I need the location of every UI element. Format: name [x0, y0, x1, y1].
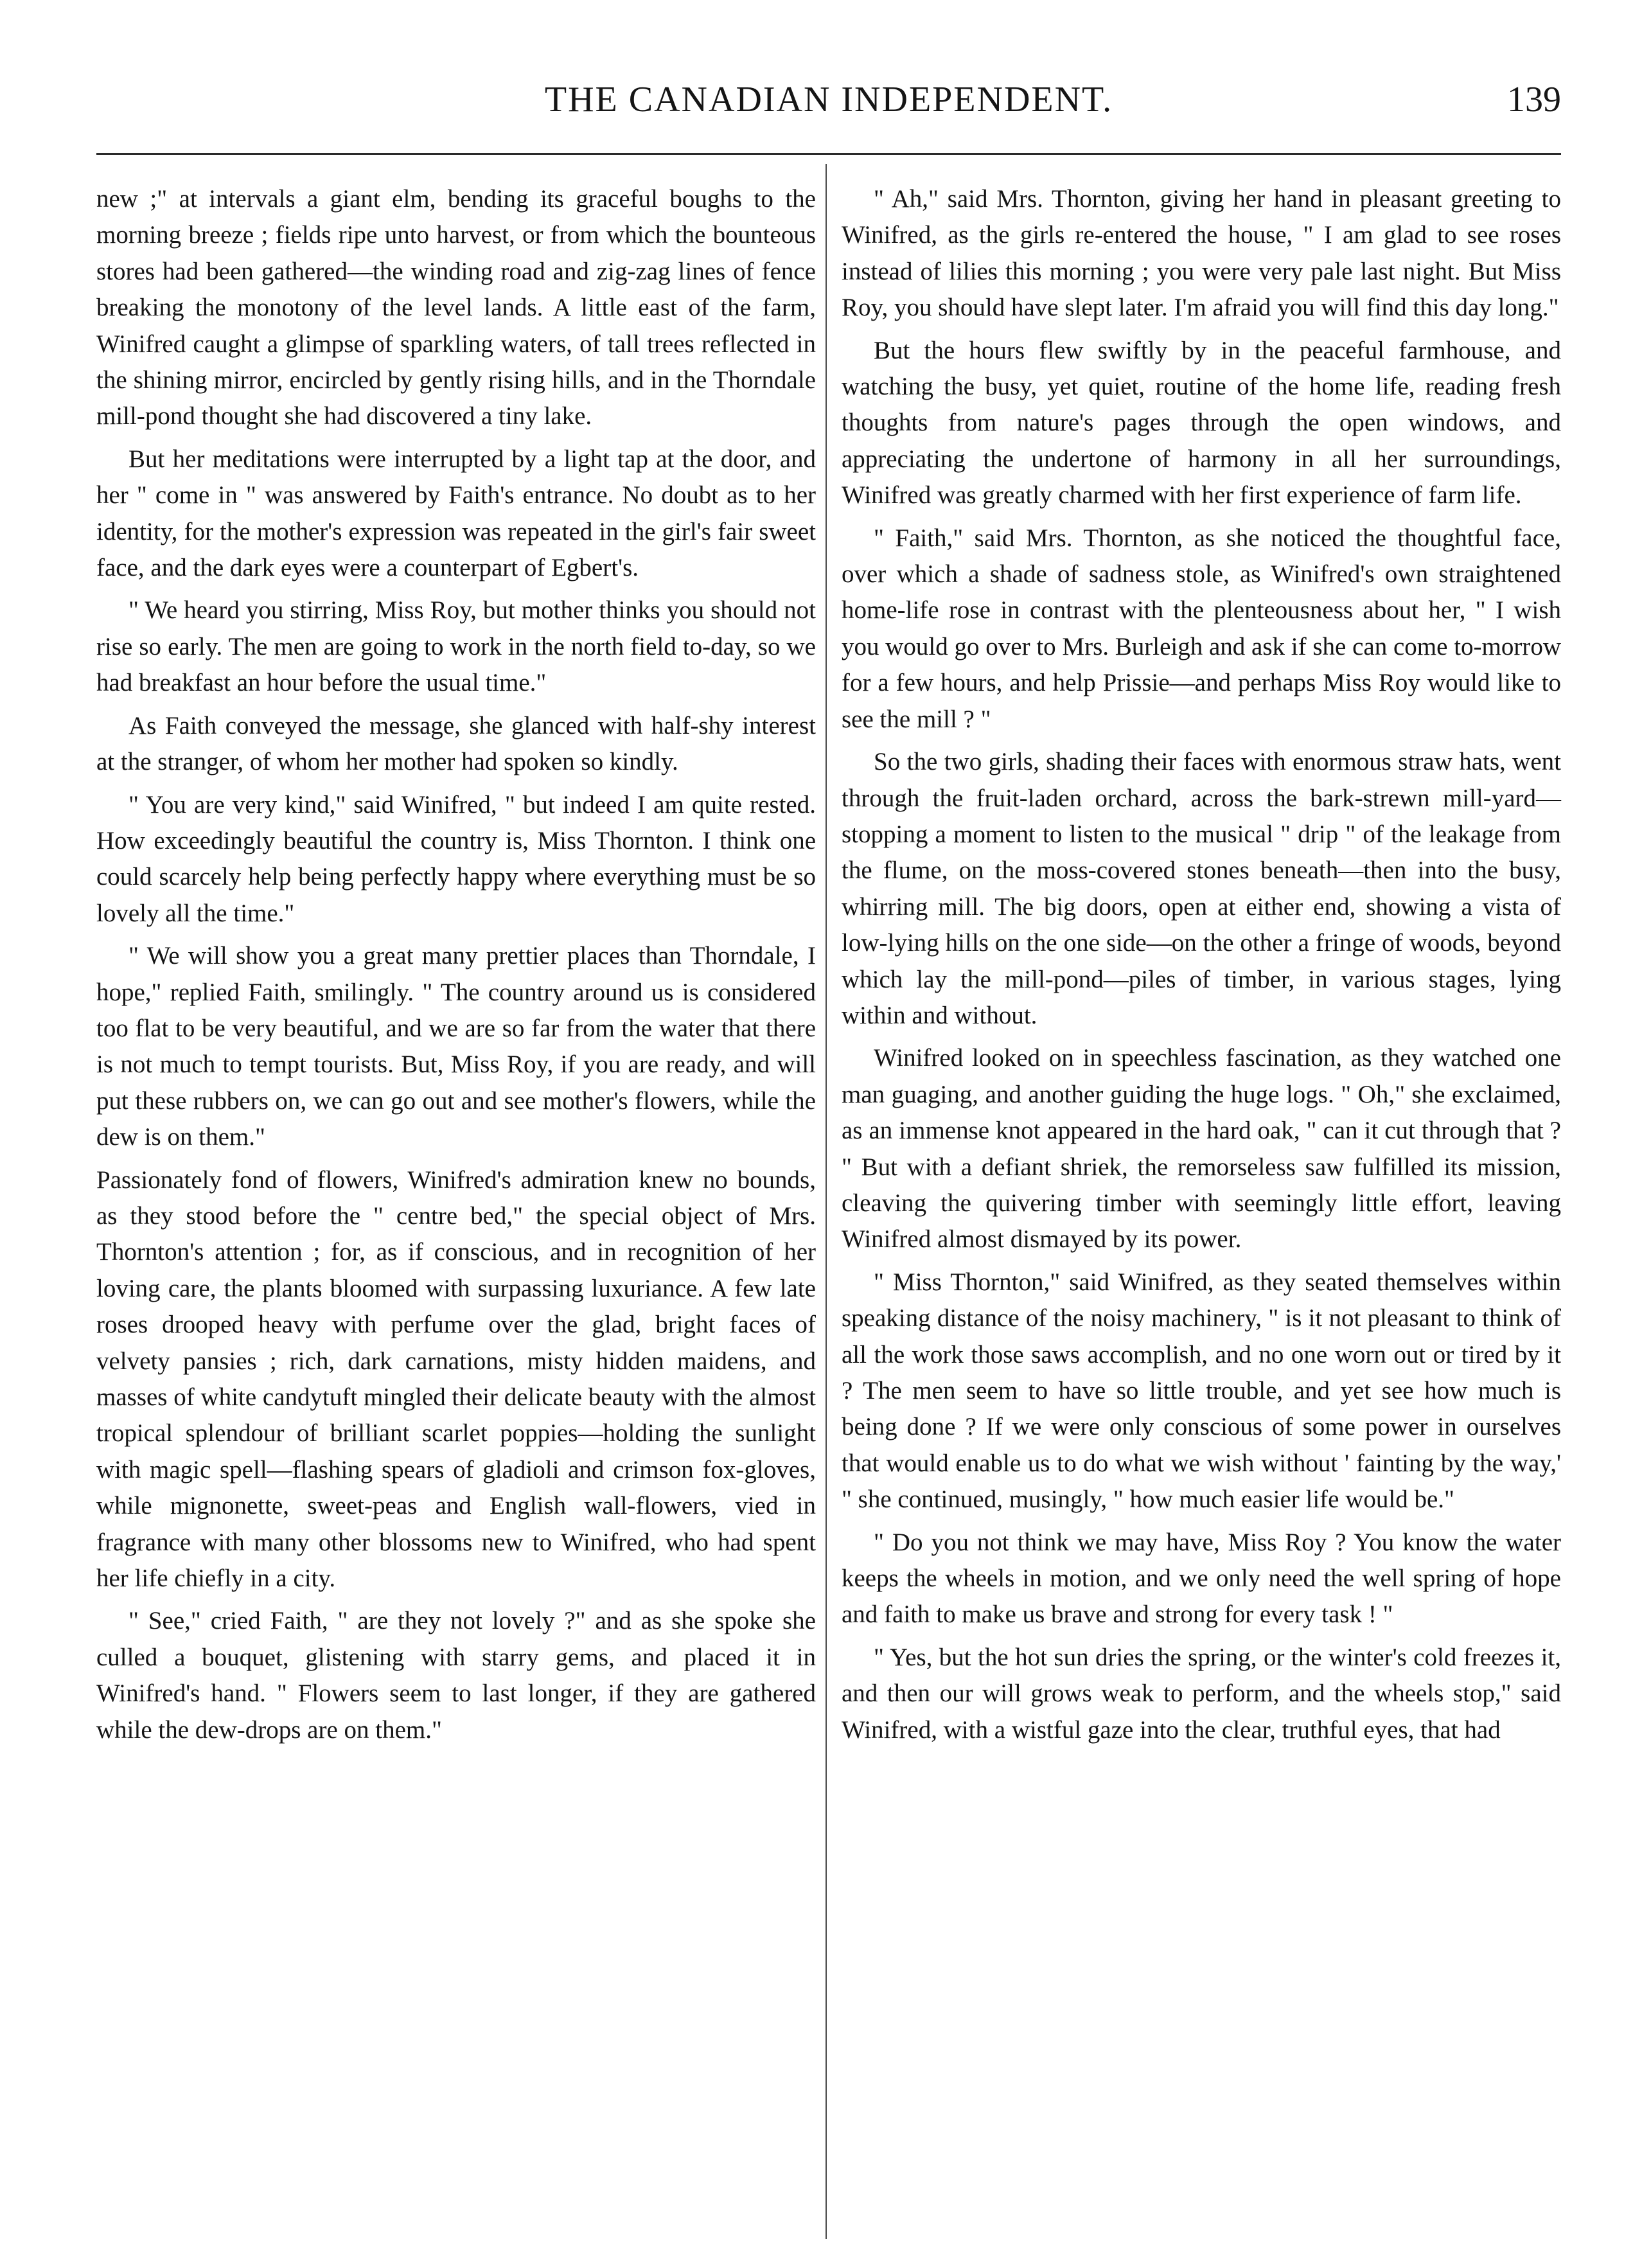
right-column: [842, 181, 1561, 1755]
paragraph: " We will show you a great many prettier places than Thorndale, I hope," replied Faith, smilingly. " The country around us is considered too flat to be very beautiful, and we are so far from the water that there is not much to tempt tourists. But, Miss Roy, if you are ready, and will put these rubbers on, we can go out and see mother's flowers, while the dew is on them.": [96, 942, 816, 1151]
paragraph: But the hours flew swiftly by in the peaceful farmhouse, and watching the busy, yet quiet, routine of the home life, reading fresh thoughts from nature's pages through the open windows, and appreciating the undertone of harmony in all her surroundings, Winifred was greatly charmed with her first experience of farm life.: [842, 336, 1561, 509]
header-rule: [96, 153, 1561, 155]
paragraph: But her meditations were interrupted by a light tap at the door, and her " come in " was answered by Faith's entrance. No doubt as to her identity, for the mother's expression was repeated in the girl's fair sweet face, and the dark eyes were a counterpart of Egbert's.: [96, 445, 816, 582]
paragraph: " Miss Thornton," said Winifred, as they seated themselves within speaking distance of the noisy machinery, " is it not pleasant to think of all the work those saws accomplish, and no one worn out or tired by it ? The men seem to have so little trouble, and yet see how much is being done ? If we were only conscious of some power in ourselves that would enable us to do what we wish without ' fainting by the way,' " she continued, musingly, " how much easier life would be.": [842, 1268, 1561, 1514]
left-column: [96, 181, 816, 1755]
column-divider: [826, 164, 827, 2239]
paragraph: As Faith conveyed the message, she glanced with half-shy interest at the stranger, of whom her mother had spoken so kindly.: [96, 711, 816, 776]
page-number: 139: [1507, 80, 1561, 120]
paragraph: Passionately fond of flowers, Winifred's admiration knew no bounds, as they stood before the " centre bed," the special object of Mrs. Thornton's attention ; for, as if conscious, and in recognition of her loving care, the plants bloomed with surpassing luxuriance. A few late roses drooped heavy with perfume over the glad, bright faces of velvety pansies ; rich, dark carnations, misty hidden maidens, and masses of white candytuft mingled their delicate beauty with the almost tropical splendour of brilliant scarlet poppies—holding the sunlight with magic spell—flashing spears of gladioli and crimson fox-gloves, while mignonette, sweet-peas and English wall-flowers, vied in fragrance with many other blossoms new to Winifred, who had spent her life chiefly in a city.: [96, 1165, 816, 1593]
paragraph: So the two girls, shading their faces with enormous straw hats, went through the fruit-laden orchard, across the bark-strewn mill-yard—stopping a moment to listen to the musical " drip " of the leakage from the flume, on the moss-covered stones beneath—then into the busy, whirring mill. The big doors, open at either end, showing a vista of low-lying hills on the one side—on the other a fringe of woods, beyond which lay the mill-pond—piles of timber, in various stages, lying within and without.: [842, 748, 1561, 1029]
page-header: [96, 74, 1561, 125]
paragraph: new ;" at intervals a giant elm, bending its graceful boughs to the morning breeze ; fields ripe unto harvest, or from which the bounteous stores had been gathered—the winding road and zig-zag lines of fence breaking the monotony of the level lands. A little east of the farm, Winifred caught a glimpse of sparkling waters, of tall trees reflected in the shining mirror, encircled by gently rising hills, and in the Thorndale mill-pond thought she had discovered a tiny lake.: [96, 185, 816, 430]
paragraph: " Do you not think we may have, Miss Roy ? You know the water keeps the wheels in motion, and we only need the well spring of hope and faith to make us brave and strong for every task ! ": [842, 1528, 1561, 1629]
running-title: THE CANADIAN INDEPENDENT.: [544, 80, 1113, 120]
paragraph: " We heard you stirring, Miss Roy, but mother thinks you should not rise so early. The men are going to work in the north field to-day, so we had breakfast an hour before the usual time.": [96, 596, 816, 697]
paragraph: " Yes, but the hot sun dries the spring, or the winter's cold freezes it, and then our will grows weak to perform, and the wheels stop," said Winifred, with a wistful gaze into the clear, truthful eyes, that had: [842, 1643, 1561, 1744]
paragraph: Winifred looked on in speechless fascination, as they watched one man guaging, and another guiding the huge logs. " Oh," she exclaimed, as an immense knot appeared in the hard oak, " can it cut through that ? " But with a defiant shriek, the remorseless saw fulfilled its mission, cleaving the quivering timber with seemingly little effort, leaving Winifred almost dismayed by its power.: [842, 1044, 1561, 1254]
paragraph: " Ah," said Mrs. Thornton, giving her hand in pleasant greeting to Winifred, as the girls re-entered the house, " I am glad to see roses instead of lilies this morning ; you were very pale last night. But Miss Roy, you should have slept later. I'm afraid you will find this day long.": [842, 185, 1561, 322]
paragraph: " See," cried Faith, " are they not lovely ?" and as she spoke she culled a bouquet, glistening with starry gems, and placed it in Winifred's hand. " Flowers seem to last longer, if they are gathered while the dew-drops are on them.": [96, 1607, 816, 1744]
paragraph: " Faith," said Mrs. Thornton, as she noticed the thoughtful face, over which a shade of sadness stole, as Winifred's own straightened home-life rose in contrast with the plenteousness about her, " I wish you would go over to Mrs. Burleigh and ask if she can come to-morrow for a few hours, and help Prissie—and perhaps Miss Roy would like to see the mill ? ": [842, 524, 1561, 733]
paragraph: " You are very kind," said Winifred, " but indeed I am quite rested. How exceedingly beautiful the country is, Miss Thornton. I think one could scarcely help being perfectly happy where everything must be so lovely all the time.": [96, 790, 816, 927]
